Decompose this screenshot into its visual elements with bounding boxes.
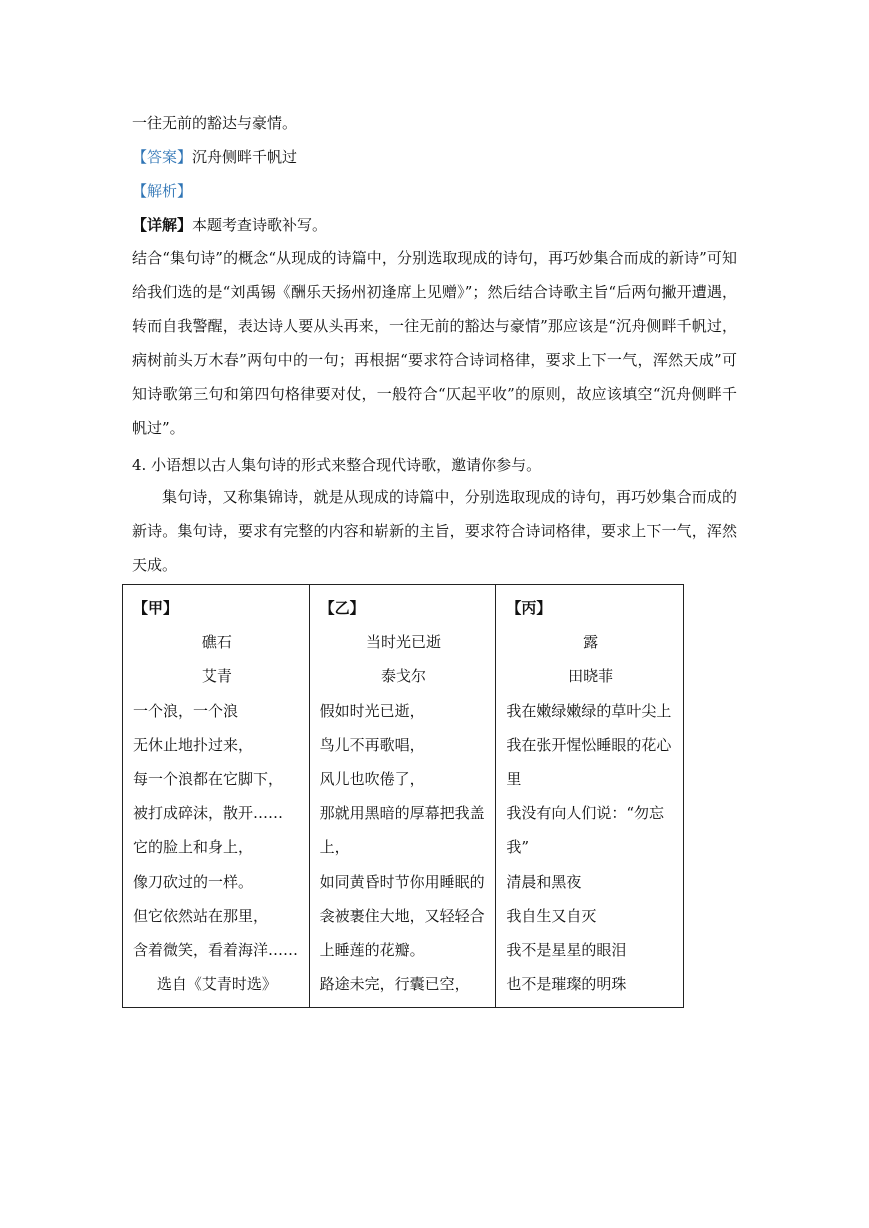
poem-line: 被打成碎沫，散开……: [133, 804, 284, 823]
detail-line: [132, 215, 327, 235]
poem-tag: 【甲】: [133, 599, 179, 617]
analysis-tag: 【解析】: [132, 182, 193, 200]
detail-text: 本题考查诗歌补写。: [192, 216, 328, 234]
poem-line: 一个浪，一个浪: [133, 701, 239, 720]
poem-author: 艾青: [201, 667, 232, 686]
poem-line: 每一个浪都在它脚下，: [133, 770, 284, 789]
poem-line: 衾被裹住大地，又轻轻合: [319, 906, 485, 925]
poem-line: 含着微笑，看着海洋……: [133, 941, 299, 960]
poem-line: 里: [506, 770, 522, 789]
poem-line: 我在嫩绿嫩绿的草叶尖上: [506, 701, 672, 720]
intro-paragraph: 集句诗，又称集锦诗，就是从现成的诗篇中，分别选取现成的诗句，再巧妙集合而成的新诗。集句诗，要求有完整的内容和崭新的主旨，要求符合诗词格律，要求上下一气，浑然天成。: [132, 488, 737, 574]
poem-line: 清晨和黑夜: [506, 872, 582, 891]
poem-line: 我没有向人们说：“勿忘: [506, 804, 664, 823]
poem-line: 我自生又自灭: [506, 906, 597, 925]
question-line: 4. 小语想以古人集句诗的形式来整合现代诗歌，邀请你参与。: [132, 456, 542, 474]
poem-line: 无休止地扑过来，: [133, 735, 254, 754]
poem-line: 如同黄昏时节你用睡眠的: [319, 872, 485, 891]
poems-table: [122, 584, 684, 1008]
top-line: 一往无前的豁达与豪情。: [132, 114, 298, 132]
poem-line: 我在张开惺忪睡眼的花心: [506, 735, 672, 754]
poem-line: 它的脸上和身上，: [133, 838, 254, 857]
poem-line: 上，: [319, 838, 350, 857]
poem-author: 泰戈尔: [380, 667, 426, 686]
poem-tag: 【丙】: [506, 599, 552, 617]
poem-tag: 【乙】: [319, 599, 365, 617]
poem-line: 假如时光已逝，: [319, 701, 425, 720]
poem-line: 我”: [506, 838, 529, 857]
poem-line: 上睡莲的花瓣。: [319, 941, 425, 960]
answer-tag: 【答案】: [132, 148, 193, 166]
poem-line: 也不是璀璨的明珠: [506, 975, 627, 994]
poem-title: 露: [583, 633, 599, 652]
explanation-paragraph: 结合“集句诗”的概念“从现成的诗篇中，分别选取现成的诗句，再巧妙集合而成的新诗”可知给我们选的是“刘禹锡《酬乐天扬州初逢席上见赠》”；然后结合诗歌主旨“后两句撇开遭遇，转而自我警醒，表达诗人要从头再来，一往无前的豁达与豪情”那应该是“沉舟侧畔千帆过，病树前头万木春”两句中的一句；再根据“要求符合诗词格律，要求上下一气，浑然天成”可知诗歌第三句和第四句格律要对仗，一般符合“仄起平收”的原则，故应该填空“沉舟侧畔千帆过”。: [132, 249, 737, 437]
answer-text: 沉舟侧畔千帆过: [192, 148, 298, 166]
poem-author: 田晓菲: [568, 667, 614, 686]
poem-cell-bing: [496, 585, 684, 1008]
poem-title: 礁石: [201, 633, 232, 652]
answer-line: [132, 147, 297, 167]
poem-line: 像刀砍过的一样。: [133, 872, 254, 891]
poem-line: 鸟儿不再歌唱，: [319, 735, 425, 754]
poem-title: 当时光已逝: [365, 633, 441, 652]
poem-cell-yi: [309, 585, 496, 1008]
poem-cell-jia: [123, 585, 310, 1008]
poem-line: 我不是星星的眼泪: [506, 941, 627, 960]
poem-line: 那就用黑暗的厚幕把我盖: [319, 804, 485, 823]
detail-tag: 【详解】: [132, 216, 193, 234]
poem-line: 路途未完，行囊已空，: [319, 975, 470, 994]
poem-line: 风儿也吹倦了，: [319, 770, 425, 789]
poem-line: 但它依然站在那里，: [133, 906, 269, 925]
poem-source: 选自《艾青时选》: [156, 975, 277, 994]
